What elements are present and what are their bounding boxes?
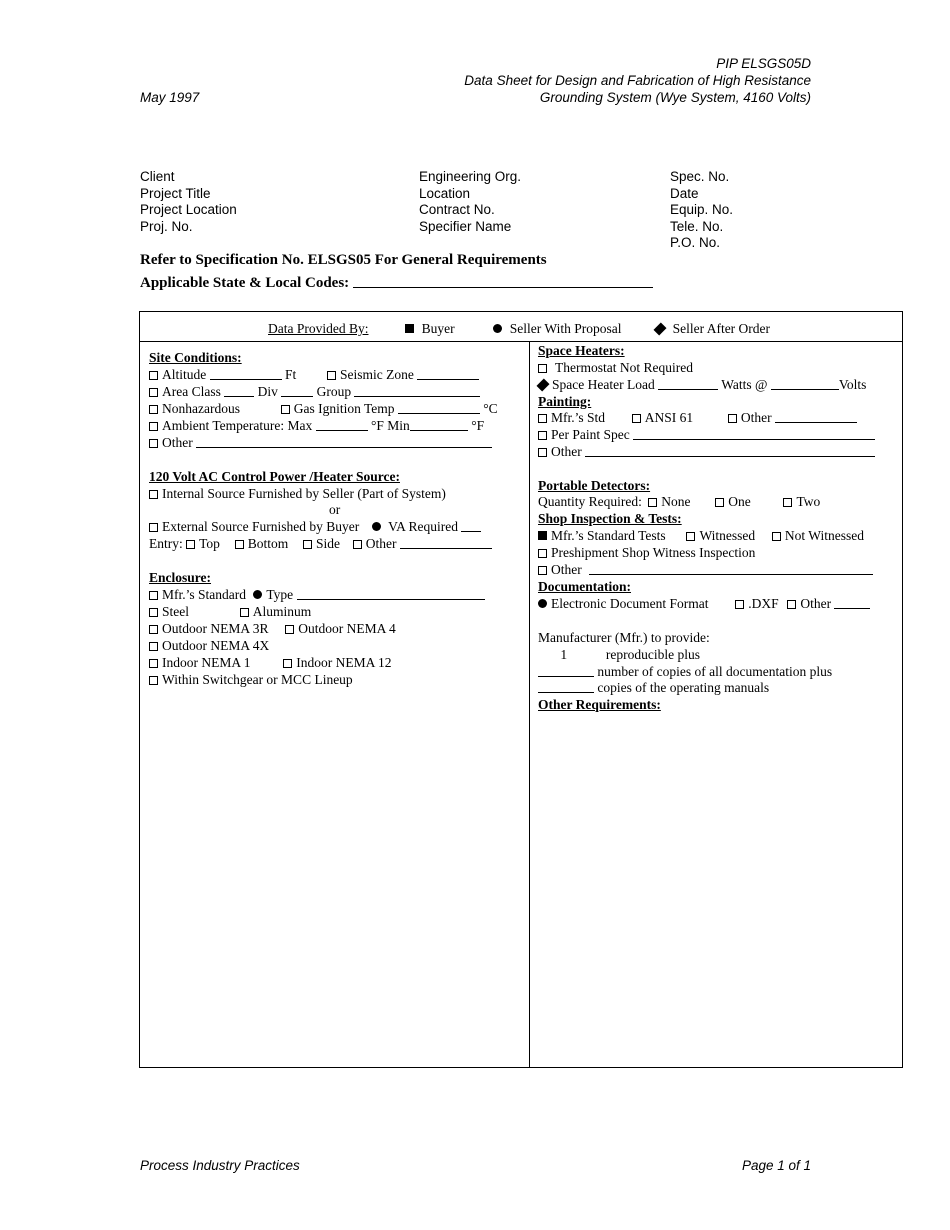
mfr-provide-label: Manufacturer (Mfr.) to provide: <box>538 630 710 645</box>
gas-temp-field[interactable] <box>398 402 480 414</box>
indoor12-label: Indoor NEMA 12 <box>296 655 392 670</box>
heater-load-label: Space Heater Load <box>552 377 655 392</box>
reproducible-row <box>538 646 700 663</box>
header-doc-id: PIP ELSGS05D <box>716 56 811 71</box>
header-title-2: Grounding System (Wye System, 4160 Volts) <box>539 90 811 105</box>
indoor12-checkbox[interactable] <box>283 659 292 668</box>
entry-bottom-checkbox[interactable] <box>235 540 244 549</box>
painting-title: Painting: <box>538 394 592 409</box>
preshipment-checkbox[interactable] <box>538 549 547 558</box>
external-checkbox[interactable] <box>149 523 158 532</box>
volts-field[interactable] <box>771 378 839 390</box>
site-other-label: Other <box>162 435 193 450</box>
legend-seller-order: Seller After Order <box>672 321 771 336</box>
seller-proposal-dot-icon <box>493 324 502 333</box>
entry-bottom-label: Bottom <box>247 536 289 551</box>
electronic-label: Electronic Document Format <box>551 596 709 611</box>
ansi61-checkbox[interactable] <box>632 414 641 423</box>
qty-none-label: None <box>661 494 691 509</box>
left-column <box>149 349 524 1049</box>
within-checkbox[interactable] <box>149 676 158 685</box>
group-label: Group <box>316 384 352 399</box>
codes-field[interactable] <box>353 276 653 288</box>
copies-docs-field[interactable] <box>538 665 594 677</box>
external-label: External Source Furnished by Buyer <box>162 519 360 534</box>
reproducible-label: reproducible plus <box>605 647 700 662</box>
site-other-checkbox[interactable] <box>149 439 158 448</box>
copies-manuals-row <box>538 679 769 696</box>
painting-other-label: Other <box>551 444 582 459</box>
codes-label: Applicable State & Local Codes: <box>140 275 350 291</box>
doc-other-field[interactable] <box>834 597 870 609</box>
nonhazardous-label: Nonhazardous <box>162 401 240 416</box>
dxf-label: .DXF <box>748 596 779 611</box>
ambient-checkbox[interactable] <box>149 422 158 431</box>
area-class-field[interactable] <box>224 385 254 397</box>
deg-c-label: °C <box>483 401 498 416</box>
shop-other-label: Other <box>551 562 582 577</box>
gas-temp-checkbox[interactable] <box>281 405 290 414</box>
site-other-field[interactable] <box>196 436 492 448</box>
info-location: Location <box>419 185 471 201</box>
per-paint-label: Per Paint Spec <box>551 427 630 442</box>
paint-std-row <box>538 409 857 426</box>
div-field[interactable] <box>281 385 313 397</box>
area-class-label: Area Class <box>162 384 221 399</box>
ambient-min-field[interactable] <box>410 419 468 431</box>
va-required-label: VA Required <box>388 519 458 534</box>
per-paint-checkbox[interactable] <box>538 431 547 440</box>
nonhazardous-row <box>149 400 498 417</box>
nema3r-row <box>149 620 396 637</box>
thermostat-row <box>538 359 693 376</box>
entry-other-field[interactable] <box>400 537 492 549</box>
info-project-title: Project Title <box>140 185 211 201</box>
gas-temp-label: Gas Ignition Temp <box>293 401 395 416</box>
entry-top-label: Top <box>199 536 220 551</box>
indoor1-label: Indoor NEMA 1 <box>162 655 251 670</box>
ambient-row <box>149 417 484 434</box>
info-specifier-name: Specifier Name <box>419 218 512 234</box>
header-title-1: Data Sheet for Design and Fabrication of High Resistance <box>464 73 811 88</box>
steel-label: Steel <box>162 604 189 619</box>
site-conditions-title: Site Conditions: <box>149 350 242 365</box>
group-field[interactable] <box>354 385 480 397</box>
mfr-std-checkbox[interactable] <box>149 591 158 600</box>
footer-page: Page 1 of 1 <box>741 1158 811 1173</box>
info-project-location: Project Location <box>140 202 237 217</box>
info-equip-no: Equip. No. <box>670 202 734 217</box>
thermostat-checkbox[interactable] <box>538 364 547 373</box>
right-column <box>538 342 900 1042</box>
header-date: May 1997 <box>140 90 200 105</box>
preshipment-row <box>538 544 755 561</box>
nema3r-checkbox[interactable] <box>149 625 158 634</box>
info-col-1 <box>140 169 237 235</box>
paint-mfr-std-checkbox[interactable] <box>538 414 547 423</box>
seller-order-diamond-icon <box>654 322 667 335</box>
detectors-title: Portable Detectors: <box>538 478 651 493</box>
watts-label: Watts @ <box>721 377 768 392</box>
heater-load-diamond-icon <box>536 378 549 391</box>
aluminum-label: Aluminum <box>252 604 312 619</box>
info-tele-no: Tele. No. <box>670 218 724 234</box>
paint-other2-row <box>538 443 875 460</box>
entry-other-checkbox[interactable] <box>353 540 362 549</box>
entry-side-checkbox[interactable] <box>303 540 312 549</box>
entry-side-label: Side <box>315 536 340 551</box>
mfr-std-row <box>149 586 485 603</box>
nema4x-checkbox[interactable] <box>149 642 158 651</box>
legend-seller-proposal: Seller With Proposal <box>509 321 622 336</box>
electronic-dot-icon <box>538 599 547 608</box>
painting-other-field[interactable] <box>585 445 875 457</box>
aluminum-checkbox[interactable] <box>240 608 249 617</box>
indoor1-checkbox[interactable] <box>149 659 158 668</box>
ft-label: Ft <box>285 367 297 382</box>
witnessed-checkbox[interactable] <box>686 532 695 541</box>
legend-label: Data Provided By: <box>268 321 369 336</box>
info-spec-no: Spec. No. <box>670 169 730 184</box>
info-client: Client <box>140 169 175 184</box>
quantity-label: Quantity Required: <box>538 494 642 509</box>
deg-f-min-label: °F Min <box>371 418 410 433</box>
seismic-label: Seismic Zone <box>340 367 414 382</box>
entry-row <box>149 535 492 552</box>
type-label: Type <box>266 587 294 602</box>
qty-two-label: Two <box>796 494 821 509</box>
paint-other-checkbox[interactable] <box>728 414 737 423</box>
refer-spec: Refer to Specification No. ELSGS05 For General Requirements <box>140 252 547 268</box>
entry-label: Entry: <box>149 536 183 551</box>
qty-one-label: One <box>728 494 751 509</box>
paint-mfr-std-label: Mfr.’s Std <box>551 410 606 425</box>
or-label: or <box>329 502 341 517</box>
nema4x-row <box>149 637 269 654</box>
mfr-std-label: Mfr.’s Standard <box>162 587 246 602</box>
type-dot-icon <box>253 590 262 599</box>
type-field[interactable] <box>297 588 485 600</box>
shop-other-field[interactable] <box>589 563 873 575</box>
std-tests-row <box>538 527 864 544</box>
heater-load-field[interactable] <box>658 378 718 390</box>
internal-label: Internal Source Furnished by Seller (Part of System) <box>162 486 446 501</box>
va-required-field[interactable] <box>461 520 481 532</box>
altitude-label: Altitude <box>162 367 207 382</box>
info-engineering-org: Engineering Org. <box>419 169 522 184</box>
altitude-checkbox[interactable] <box>149 371 158 380</box>
copies-manuals-field[interactable] <box>538 681 594 693</box>
per-paint-row <box>538 426 875 443</box>
copies-docs-row <box>538 663 832 680</box>
volts-label: Volts <box>838 377 867 392</box>
witnessed-label: Witnessed <box>699 528 756 543</box>
enclosure-title: Enclosure: <box>149 570 212 585</box>
internal-row <box>149 485 446 502</box>
info-po-no: P.O. No. <box>670 235 721 250</box>
legend-row <box>268 320 770 337</box>
electronic-row <box>538 595 870 612</box>
info-contract-no: Contract No. <box>419 202 495 217</box>
ambient-max-field[interactable] <box>316 419 368 431</box>
std-tests-square-icon <box>538 531 547 540</box>
nema4-label: Outdoor NEMA 4 <box>298 621 396 636</box>
data-table <box>139 311 903 1068</box>
not-witnessed-label: Not Witnessed <box>784 528 864 543</box>
ambient-label: Ambient Temperature: Max <box>162 418 313 433</box>
external-row <box>149 518 481 535</box>
paint-other-field[interactable] <box>775 411 857 423</box>
qty-two-checkbox[interactable] <box>783 498 792 507</box>
div-label: Div <box>257 384 278 399</box>
buyer-square-icon <box>405 324 414 333</box>
site-other-row <box>149 434 492 451</box>
divider-vertical <box>529 341 530 1067</box>
seismic-checkbox[interactable] <box>327 371 336 380</box>
steel-checkbox[interactable] <box>149 608 158 617</box>
legend-buyer: Buyer <box>421 321 455 336</box>
painting-other-checkbox[interactable] <box>538 448 547 457</box>
info-col-3 <box>670 169 733 252</box>
shop-other-checkbox[interactable] <box>538 566 547 575</box>
info-col-2 <box>419 169 521 235</box>
shop-title: Shop Inspection & Tests: <box>538 511 682 526</box>
internal-checkbox[interactable] <box>149 490 158 499</box>
nema4x-label: Outdoor NEMA 4X <box>162 638 270 653</box>
documentation-title: Documentation: <box>538 579 631 594</box>
std-tests-label: Mfr.’s Standard Tests <box>551 528 666 543</box>
thermostat-label: Thermostat Not Required <box>555 360 693 375</box>
doc-other-checkbox[interactable] <box>787 600 796 609</box>
codes-row <box>140 275 653 292</box>
qty-one-checkbox[interactable] <box>715 498 724 507</box>
per-paint-field[interactable] <box>633 428 875 440</box>
power-title: 120 Volt AC Control Power /Heater Source: <box>149 469 400 484</box>
nonhazardous-checkbox[interactable] <box>149 405 158 414</box>
entry-top-checkbox[interactable] <box>186 540 195 549</box>
va-dot-icon <box>372 522 381 531</box>
not-witnessed-checkbox[interactable] <box>772 532 781 541</box>
entry-other-label: Other <box>365 536 397 551</box>
within-label: Within Switchgear or MCC Lineup <box>162 672 353 687</box>
area-class-checkbox[interactable] <box>149 388 158 397</box>
other-requirements-title: Other Requirements: <box>538 697 661 712</box>
preshipment-label: Preshipment Shop Witness Inspection <box>551 545 756 560</box>
copies-docs-label: number of copies of all documentation plus <box>597 664 833 679</box>
copies-manuals-label: copies of the operating manuals <box>597 680 770 695</box>
qty-none-checkbox[interactable] <box>648 498 657 507</box>
heater-load-row <box>538 376 866 393</box>
steel-row <box>149 603 311 620</box>
ansi61-label: ANSI 61 <box>644 410 694 425</box>
doc-other-label: Other <box>800 596 832 611</box>
info-date: Date <box>670 185 699 201</box>
footer-left: Process Industry Practices <box>140 1158 300 1173</box>
altitude-field[interactable] <box>210 368 282 380</box>
seismic-field[interactable] <box>417 368 479 380</box>
deg-f-label: °F <box>471 418 485 433</box>
paint-other-label: Other <box>740 410 772 425</box>
nema4-checkbox[interactable] <box>285 625 294 634</box>
reproducible-count[interactable]: 1 <box>560 647 568 662</box>
area-class-row <box>149 383 480 400</box>
quantity-row <box>538 493 820 510</box>
shop-other-row <box>538 561 873 578</box>
indoor-row <box>149 654 392 671</box>
space-heaters-title: Space Heaters: <box>538 343 625 358</box>
within-row <box>149 671 353 688</box>
nema3r-label: Outdoor NEMA 3R <box>162 621 269 636</box>
altitude-row <box>149 366 479 383</box>
dxf-checkbox[interactable] <box>735 600 744 609</box>
info-proj-no: Proj. No. <box>140 218 193 234</box>
